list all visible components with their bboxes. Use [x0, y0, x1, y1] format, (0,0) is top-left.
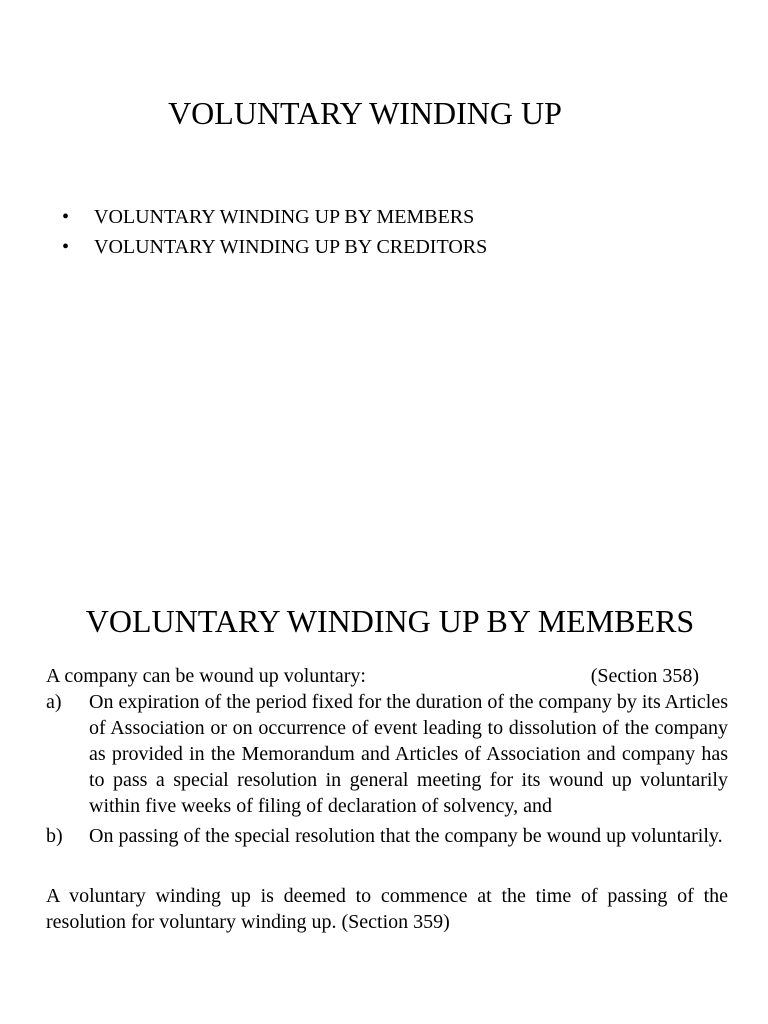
closing-paragraph: A voluntary winding up is deemed to commence at the time of passing of the resolution for voluntary winding up. (Section 359) [46, 885, 728, 933]
list-item [46, 689, 728, 819]
bullet-list [62, 202, 487, 262]
item-label: a) [46, 691, 62, 713]
slide-2 [0, 560, 768, 1024]
list-item [62, 232, 487, 262]
item-text: On expiration of the period fixed for the duration of the company by its Articles of Association or on occurrence of event leading to dissolution of the company as provided in the Memorandum and Articles of Association and company has to pass a special resolution in general meeting for its wound up voluntarily within five weeks of filing of declaration of solvency, and [89, 691, 728, 817]
bullet-text: VOLUNTARY WINDING UP BY MEMBERS [94, 206, 475, 228]
list-item [46, 823, 728, 849]
slide-2-body [46, 663, 728, 935]
list-item [62, 202, 487, 232]
item-label: b) [46, 825, 63, 847]
intro-line [46, 663, 728, 689]
bullet-icon: • [62, 206, 70, 228]
bullet-icon: • [62, 236, 70, 258]
intro-text: A company can be wound up voluntary: [46, 665, 366, 687]
slide-2-title: VOLUNTARY WINDING UP BY MEMBERS [85, 603, 695, 639]
slide-1-title: VOLUNTARY WINDING UP [168, 95, 562, 131]
item-text: On passing of the special resolution that the company be wound up voluntarily. [89, 825, 723, 847]
section-reference: (Section 358) [590, 665, 699, 687]
bullet-text: VOLUNTARY WINDING UP BY CREDITORS [94, 236, 488, 258]
